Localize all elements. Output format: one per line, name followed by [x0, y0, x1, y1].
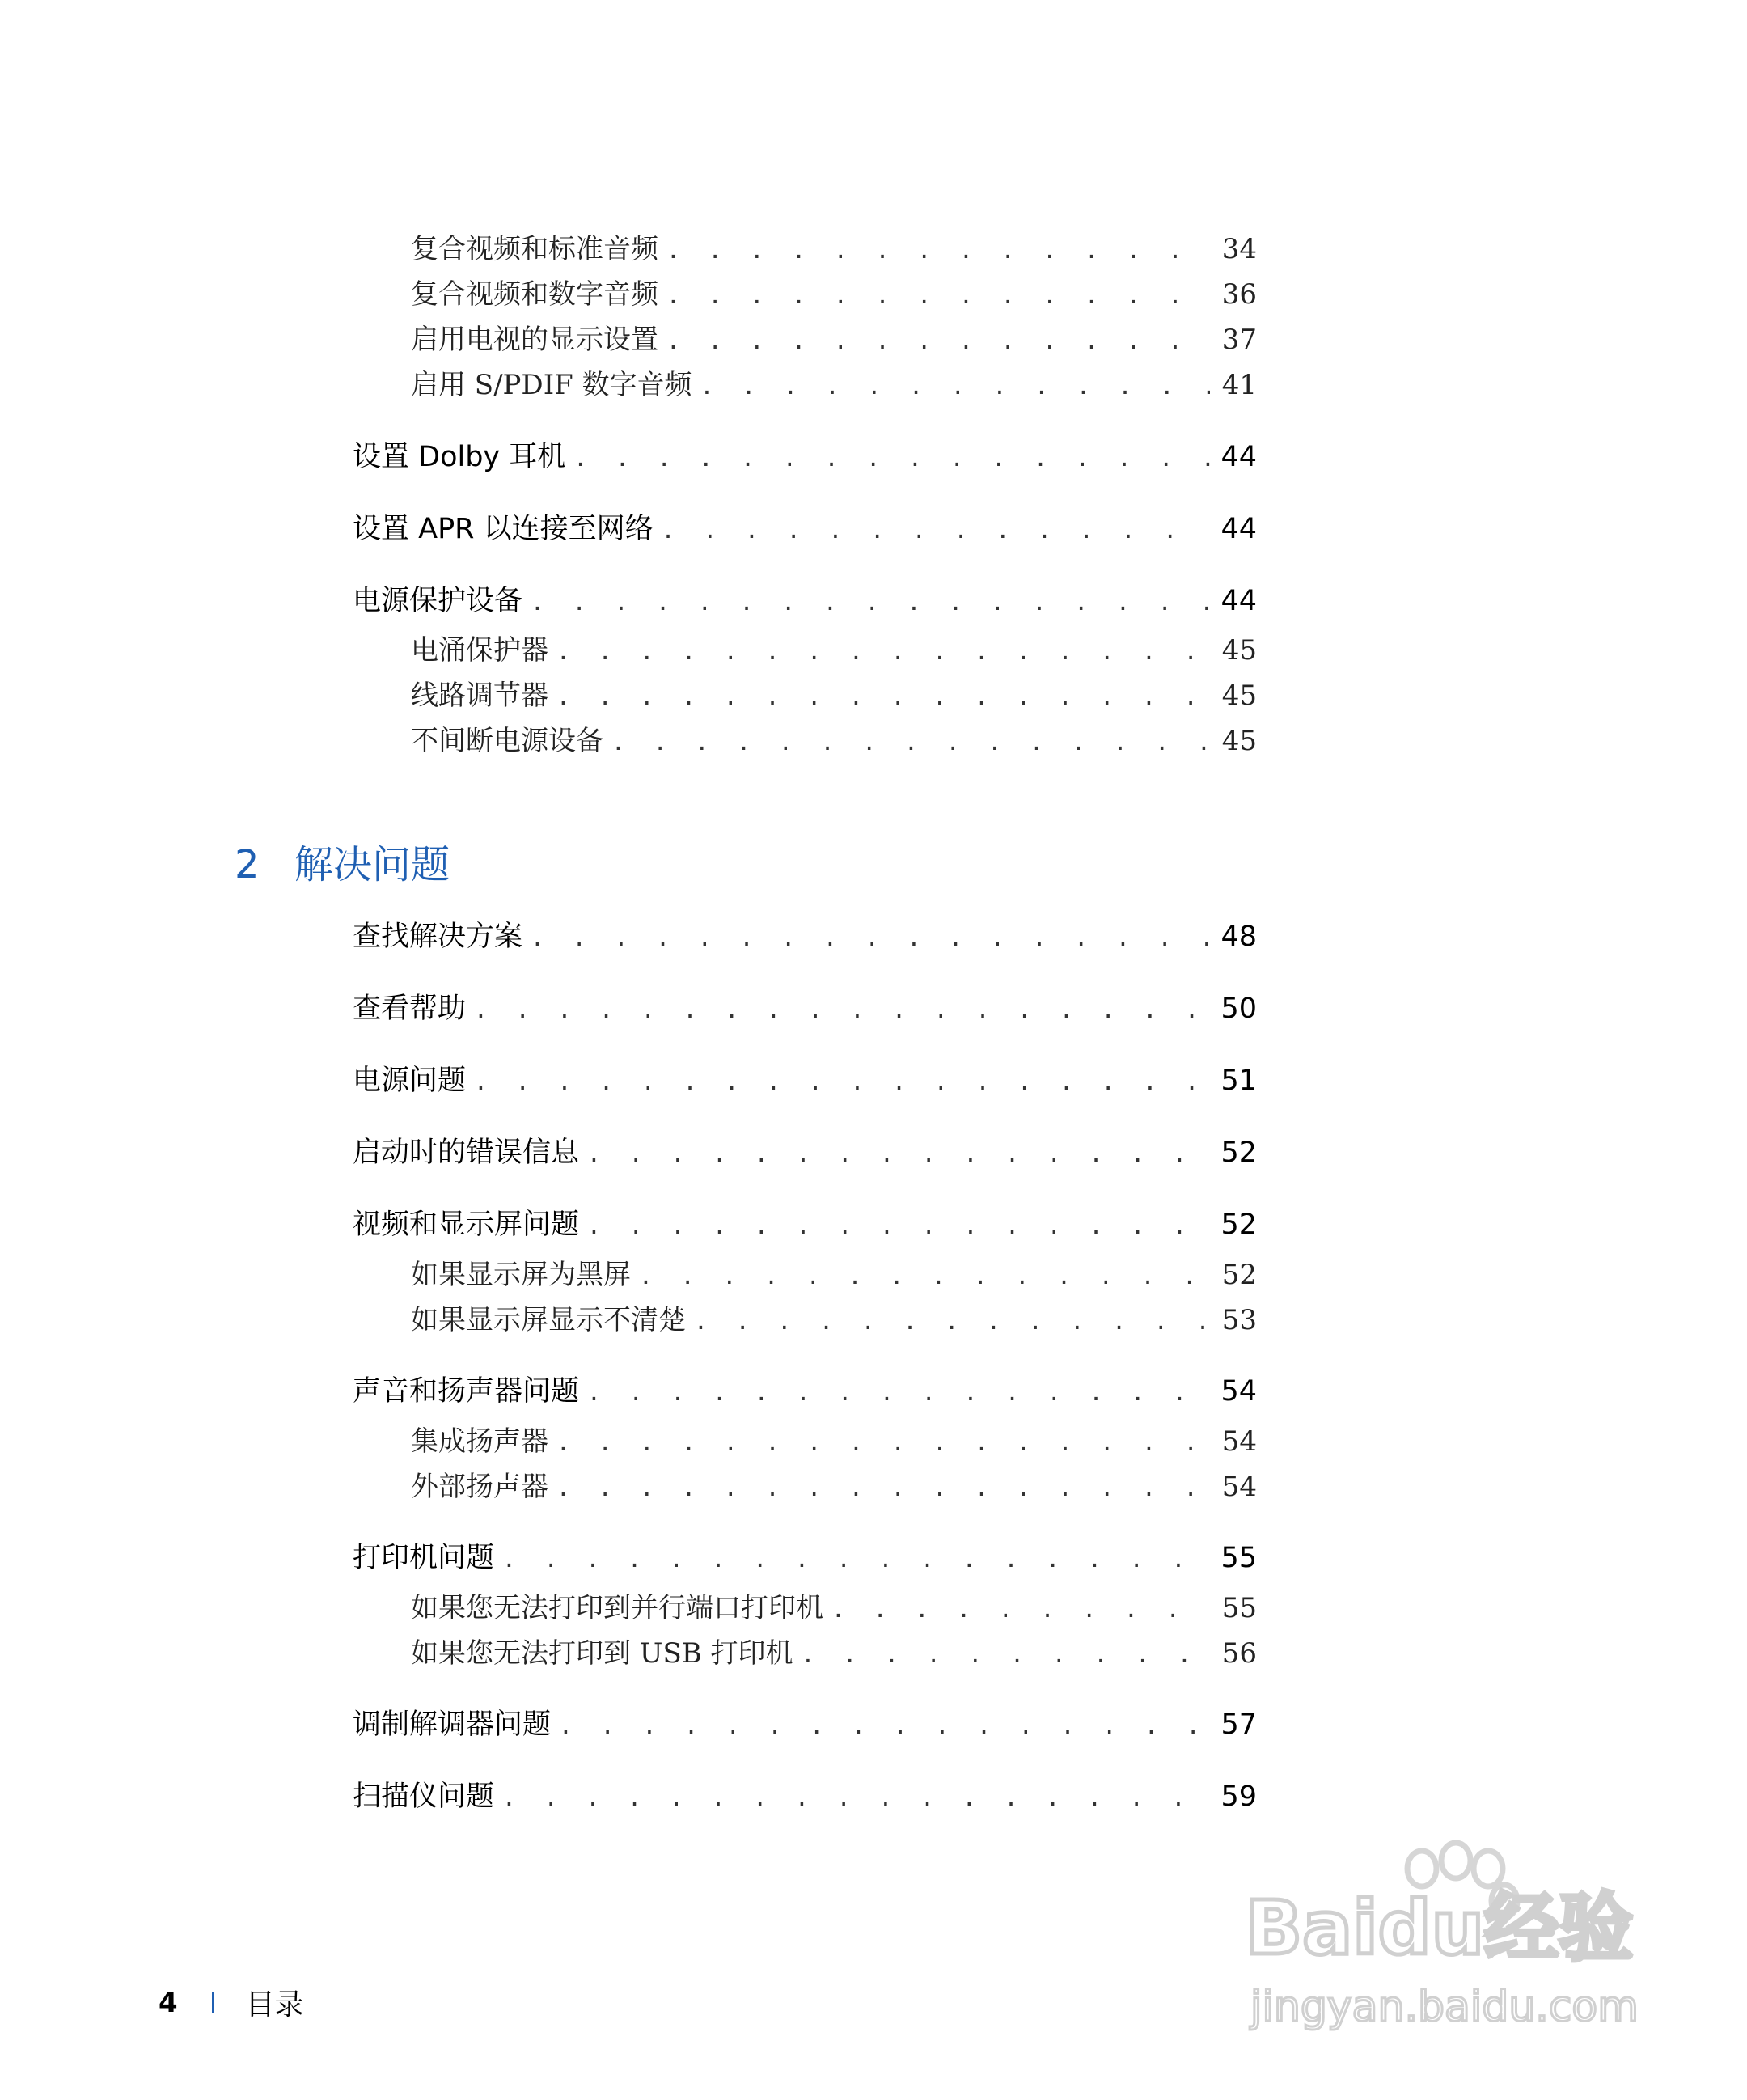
watermark-url: jingyan.baidu.com: [1250, 1983, 1639, 2031]
toc-entry[interactable]: [411, 628, 1257, 667]
dot-leader: [556, 638, 1210, 665]
toc-section[interactable]: [353, 1130, 1257, 1171]
toc-entry-page: 54: [1221, 1425, 1257, 1458]
toc-section[interactable]: [353, 914, 1257, 955]
toc-section[interactable]: [353, 1535, 1257, 1576]
toc-section-label: 电源保护设备: [353, 585, 523, 617]
toc-entry[interactable]: [411, 227, 1257, 266]
dot-leader: [587, 1141, 1210, 1167]
dot-leader: [666, 282, 1210, 309]
dot-leader: [666, 328, 1210, 354]
toc-entry-label: 如果您无法打印到并行端口打印机: [411, 1592, 823, 1624]
toc-entry-page: 41: [1221, 369, 1257, 401]
dot-leader: [573, 445, 1210, 472]
toc-section-page: 59: [1220, 1780, 1257, 1813]
dot-leader: [831, 1596, 1210, 1623]
footer-divider: [212, 1992, 214, 2013]
toc-entry-page: 37: [1221, 324, 1257, 356]
chapter-title: 解决问题: [294, 842, 450, 887]
toc-section[interactable]: [353, 434, 1257, 475]
toc-section-page: 50: [1220, 993, 1257, 1025]
watermark-brand: Baidu经验: [1246, 1885, 1634, 1971]
dot-leader: [556, 684, 1210, 710]
footer-page-number: 4: [159, 1986, 178, 2019]
toc-section-label: 设置 APR 以连接至网络: [353, 513, 654, 545]
toc-section-label: 电源问题: [353, 1065, 467, 1097]
dot-leader: [611, 729, 1210, 756]
toc-entry-page: 45: [1221, 725, 1257, 757]
toc-entry[interactable]: [411, 1419, 1257, 1459]
dot-leader: [502, 1785, 1210, 1811]
chapter-heading[interactable]: [235, 833, 450, 889]
toc-entry-label: 不间断电源设备: [411, 725, 603, 757]
chapter-number: 2: [235, 842, 260, 887]
toc-entry[interactable]: [411, 673, 1257, 713]
toc-entry-page: 53: [1221, 1304, 1257, 1336]
toc-entry-page: 34: [1221, 233, 1257, 265]
dot-leader: [556, 1429, 1210, 1456]
toc-entry[interactable]: [411, 1631, 1257, 1670]
toc-entry-page: 54: [1221, 1471, 1257, 1503]
toc-section-page: 52: [1220, 1137, 1257, 1169]
dot-leader: [662, 517, 1210, 544]
toc-section-label: 查找解决方案: [353, 921, 523, 953]
page-footer: [159, 1982, 304, 2023]
dot-leader: [802, 1641, 1210, 1668]
toc-section[interactable]: [353, 1202, 1257, 1243]
toc-section-label: 打印机问题: [353, 1542, 495, 1574]
dot-leader: [587, 1379, 1210, 1406]
dot-leader: [474, 997, 1210, 1023]
dot-leader: [694, 1308, 1210, 1335]
toc-section-page: 52: [1220, 1209, 1257, 1241]
toc-entry-page: 56: [1221, 1637, 1257, 1670]
toc-section-label: 查看帮助: [353, 993, 467, 1025]
toc-section-label: 视频和显示屏问题: [353, 1209, 580, 1241]
dot-leader: [587, 1213, 1210, 1239]
toc-entry-page: 45: [1221, 634, 1257, 667]
toc-entry-page: 36: [1221, 278, 1257, 311]
dot-leader: [639, 1263, 1210, 1289]
toc-section-label: 设置 Dolby 耳机: [353, 441, 566, 473]
toc-entry-label: 集成扬声器: [411, 1425, 548, 1458]
toc-entry[interactable]: [411, 362, 1257, 402]
toc-section-page: 55: [1220, 1542, 1257, 1574]
toc-entry-label: 复合视频和数字音频: [411, 278, 658, 311]
toc-entry-page: 52: [1221, 1259, 1257, 1291]
dot-leader: [700, 373, 1210, 400]
toc-entry[interactable]: [411, 317, 1257, 357]
toc-entry-label: 电涌保护器: [411, 634, 548, 667]
toc-entry[interactable]: [411, 1586, 1257, 1625]
toc-section-label: 扫描仪问题: [353, 1780, 495, 1813]
dot-leader: [556, 1475, 1210, 1501]
dot-leader: [502, 1546, 1210, 1573]
toc-entry[interactable]: [411, 272, 1257, 311]
toc-entry-label: 如果您无法打印到 USB 打印机: [411, 1637, 793, 1670]
dot-leader: [531, 589, 1210, 616]
toc-section-page: 51: [1220, 1065, 1257, 1097]
toc-section-label: 调制解调器问题: [353, 1708, 552, 1741]
toc-entry-page: 55: [1221, 1592, 1257, 1624]
toc-entry-label: 启用 S/PDIF 数字音频: [411, 369, 692, 401]
toc-section-page: 48: [1220, 921, 1257, 953]
toc-entry-label: 如果显示屏为黑屏: [411, 1259, 631, 1291]
toc-section[interactable]: [353, 1702, 1257, 1742]
dot-leader: [666, 237, 1210, 264]
toc-section-page: 44: [1220, 585, 1257, 617]
toc-entry[interactable]: [411, 1252, 1257, 1292]
toc-section[interactable]: [353, 1774, 1257, 1814]
dot-leader: [474, 1069, 1210, 1095]
toc-entry[interactable]: [411, 718, 1257, 758]
toc-section-page: 54: [1220, 1375, 1257, 1408]
dot-leader: [531, 925, 1210, 951]
toc-entry-page: 45: [1221, 680, 1257, 712]
toc-entry[interactable]: [411, 1298, 1257, 1337]
toc-section[interactable]: [353, 578, 1257, 619]
toc-entry-label: 外部扬声器: [411, 1471, 548, 1503]
toc-entry-label: 如果显示屏显示不清楚: [411, 1304, 686, 1336]
baidu-jingyan-watermark: [1237, 1836, 1658, 2039]
toc-section[interactable]: [353, 1058, 1257, 1099]
toc-section[interactable]: [353, 506, 1257, 547]
toc-section-page: 44: [1220, 513, 1257, 545]
toc-entry-label: 启用电视的显示设置: [411, 324, 658, 356]
toc-section-label: 声音和扬声器问题: [353, 1375, 580, 1408]
toc-entry-label: 复合视频和标准音频: [411, 233, 658, 265]
toc-section-page: 44: [1220, 441, 1257, 473]
toc-section-page: 57: [1220, 1708, 1257, 1741]
toc-section[interactable]: [353, 986, 1257, 1027]
toc-section[interactable]: [353, 1369, 1257, 1409]
toc-section-label: 启动时的错误信息: [353, 1137, 580, 1169]
footer-section-title: 目录: [245, 1988, 304, 2022]
toc-entry[interactable]: [411, 1464, 1257, 1504]
dot-leader: [559, 1713, 1210, 1739]
toc-entry-label: 线路调节器: [411, 680, 548, 712]
